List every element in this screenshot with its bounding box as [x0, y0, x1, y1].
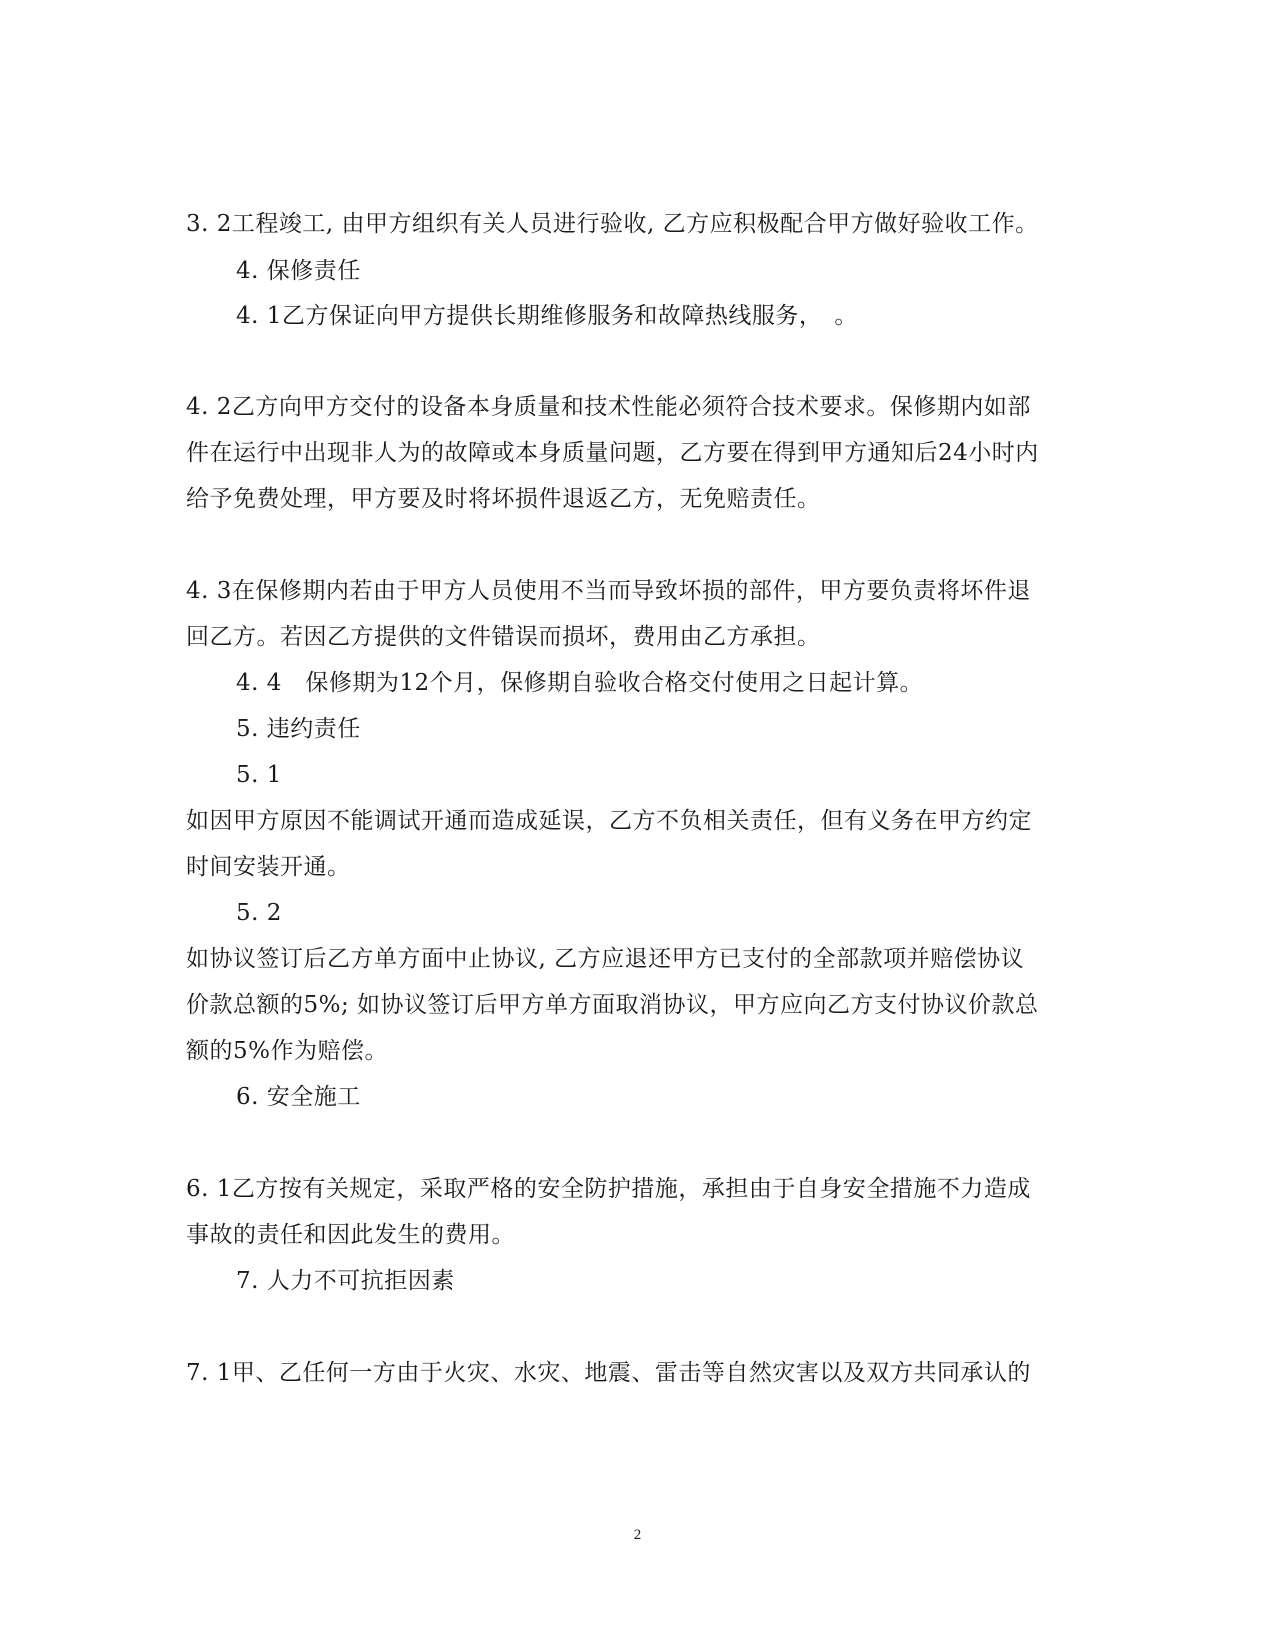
clause-4-3-line-2: 回乙方。若因乙方提供的文件错误而损坏，费用由乙方承担。 — [186, 624, 821, 650]
heading-breach: 5. 违约责任 — [236, 716, 361, 742]
heading-safety: 6. 安全施工 — [236, 1084, 361, 1110]
clause-6-1-line-1: 6. 1乙方按有关规定，采取严格的安全防护措施，承担由于自身安全措施不力造成 — [186, 1176, 1031, 1202]
heading-warranty: 4. 保修责任 — [236, 258, 361, 284]
clause-4-1: 4. 1乙方保证向甲方提供长期维修服务和故障热线服务， 。 — [236, 303, 858, 329]
clause-4-2-line-3: 给予免费处理，甲方要及时将坏损件退返乙方，无免赔责任。 — [186, 486, 821, 512]
clause-5-1-number: 5. 1 — [236, 762, 282, 788]
clause-4-2-line-1: 4. 2乙方向甲方交付的设备本身质量和技术性能必须符合技术要求。保修期内如部 — [186, 394, 1031, 420]
clause-4-2-line-2: 件在运行中出现非人为的故障或本身质量问题，乙方要在得到甲方通知后24小时内 — [186, 440, 1039, 466]
clause-5-2-number: 5. 2 — [236, 900, 282, 926]
clause-5-2-line-1: 如协议签订后乙方单方面中止协议, 乙方应退还甲方已支付的全部款项并赔偿协议 — [186, 946, 1025, 972]
clause-5-1-line-2: 时间安装开通。 — [186, 854, 351, 880]
clause-7-1-line-1: 7. 1甲、乙任何一方由于火灾、水灾、地震、雷击等自然灾害以及双方共同承认的 — [186, 1360, 1031, 1386]
clause-3-2: 3. 2工程竣工, 由甲方组织有关人员进行验收, 乙方应积极配合甲方做好验收工作。 — [186, 211, 1039, 237]
clause-5-2-line-2: 价款总额的5%; 如协议签订后甲方单方面取消协议，甲方应向乙方支付协议价款总 — [186, 992, 1039, 1018]
heading-force-majeure: 7. 人力不可抗拒因素 — [236, 1268, 455, 1294]
clause-4-3-line-1: 4. 3在保修期内若由于甲方人员使用不当而导致坏损的部件，甲方要负责将坏件退 — [186, 578, 1031, 604]
clause-6-1-line-2: 事故的责任和因此发生的费用。 — [186, 1222, 515, 1248]
clause-5-1-line-1: 如因甲方原因不能调试开通而造成延误，乙方不负相关责任，但有义务在甲方约定 — [186, 808, 1032, 834]
page-number: 2 — [633, 1527, 642, 1543]
clause-4-4: 4. 4 保修期为12个月，保修期自验收合格交付使用之日起计算。 — [236, 670, 924, 696]
clause-5-2-line-3: 额的5%作为赔偿。 — [186, 1038, 388, 1064]
